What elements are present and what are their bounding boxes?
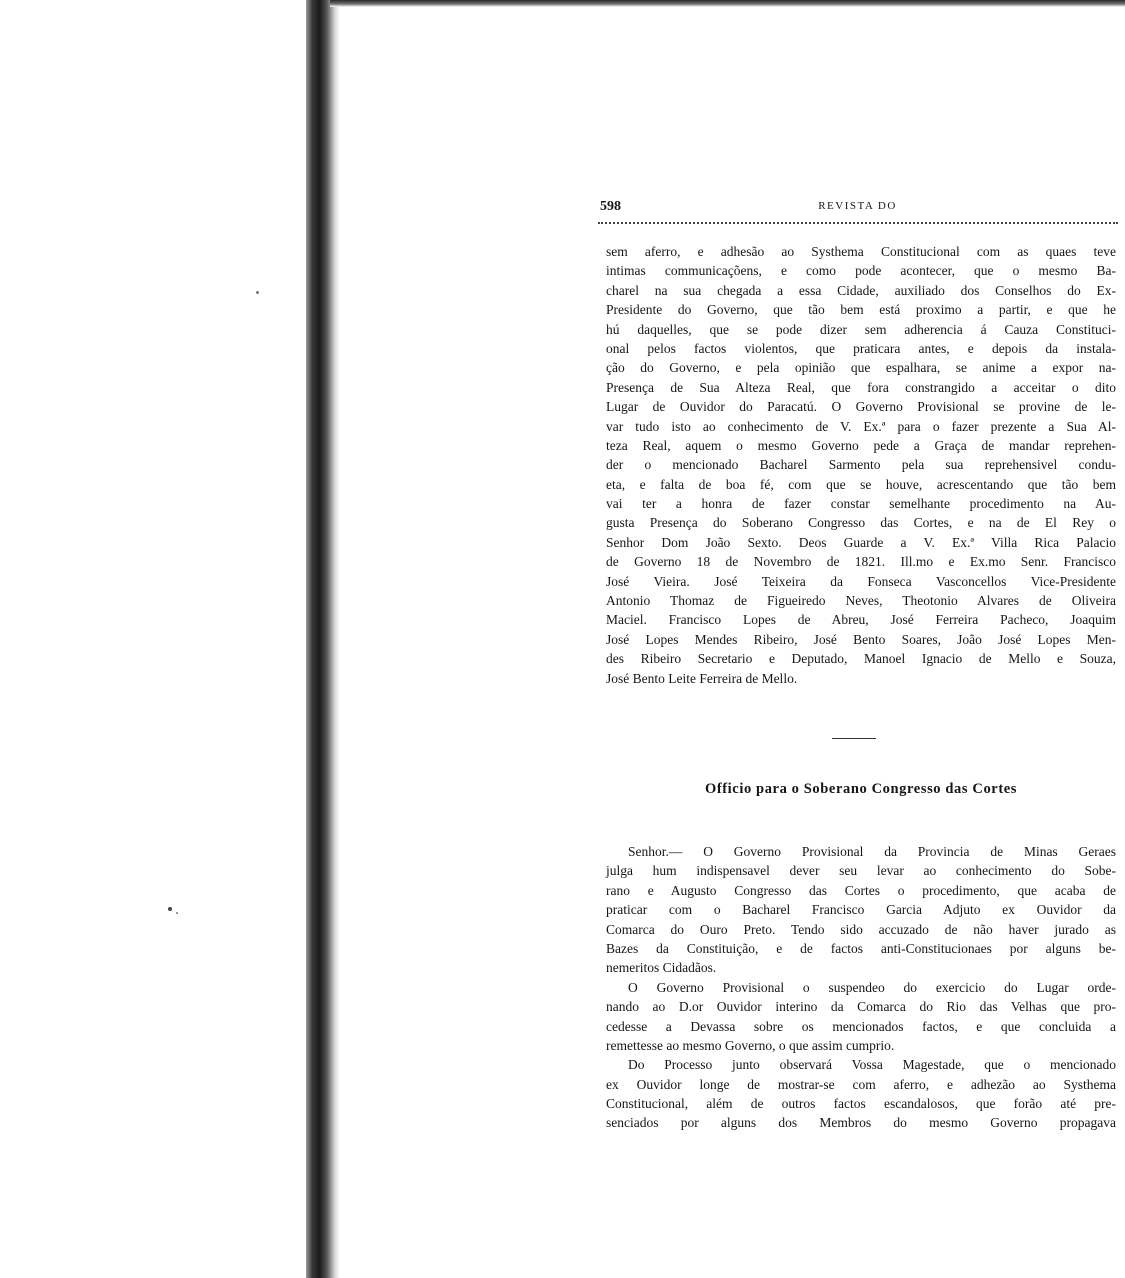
text-line: cedesse a Devassa sobre os mencionados factos, e que concluida a <box>606 1018 1116 1034</box>
page-top-edge-shadow <box>330 0 1125 7</box>
text-line: de Governo 18 de Novembro de 1821. Ill.mo e Ex.mo Senr. Francisco <box>606 554 1116 570</box>
text-line: Senhor Dom João Sexto. Deos Guarde a V. Ex.ª Villa Rica Palacio <box>606 534 1116 550</box>
left-page-margin <box>0 0 312 1278</box>
letter-continuation <box>606 242 1116 688</box>
section-heading: Officio para o Soberano Congresso das Cortes <box>704 781 1018 797</box>
text-line: teza Real, aquem o mesmo Governo pede a Graça de mandar reprehen- <box>606 437 1116 453</box>
text-line: sem aferro, e adhesão ao Systhema Constitucional com as quaes teve <box>606 244 1116 259</box>
text-line: ex Ouvidor longe de mostrar-se com aferro, e adhezão ao Systhema <box>606 1076 1116 1092</box>
text-line: vai ter a honra de fazer constar semelhante procedimento na Au- <box>606 496 1116 512</box>
text-line: hú daquelles, que se pode dizer sem adherencia á Cauza Constituci- <box>606 321 1116 337</box>
text-line: Do Processo junto observará Vossa Magestade, que o mencionado <box>628 1057 1116 1073</box>
text-line: Presidente do Governo, que tão bem está proximo a partir, e que he <box>606 302 1116 318</box>
text-line: O Governo Provisional o suspendeo do exercicio do Lugar orde- <box>628 979 1116 995</box>
text-line: Constitucional, além de outros factos escandalosos, que forão até pre- <box>606 1096 1116 1112</box>
paper-speck <box>256 291 259 294</box>
text-line: remettesse ao mesmo Governo, o que assim cumprio. <box>606 1037 895 1053</box>
text-line: des Ribeiro Secretario e Deputado, Manoel Ignacio de Mello e Souza, <box>606 651 1116 667</box>
text-line: Comarca do Ouro Preto. Tendo sido accuzado de não haver jurado as <box>606 921 1116 937</box>
text-line: José Lopes Mendes Ribeiro, José Bento Soares, João José Lopes Men- <box>606 631 1116 647</box>
officio-body <box>606 842 1116 1133</box>
book-spine-shadow <box>306 0 340 1278</box>
text-line: José Bento Leite Ferreira de Mello. <box>606 670 798 686</box>
text-line: Antonio Thomaz de Figueiredo Neves, Theotonio Alvares de Oliveira <box>606 593 1116 609</box>
paper-speck <box>168 907 172 911</box>
running-title: REVISTA DO <box>818 200 897 212</box>
text-line: eta, e falta de boa fé, com que se houve, acrescentando que tão bem <box>606 476 1116 492</box>
text-line: senciados por alguns dos Membros do mesmo Governo propagava <box>606 1115 1116 1131</box>
text-line: charel na sua chegada a essa Cidade, auxiliado dos Conselhos do Ex- <box>606 282 1116 298</box>
running-head <box>600 199 1115 219</box>
text-line: onal pelos factos violentos, que praticara antes, e depois da instala- <box>606 340 1116 356</box>
text-line: nando ao D.or Ouvidor interino da Comarca do Rio das Velhas que pro- <box>606 999 1116 1015</box>
text-line: julga hum indispensavel dever seu levar ao conhecimento do Sobe- <box>606 863 1116 879</box>
text-line: der o mencionado Bacharel Sarmento pela sua reprehensivel condu- <box>606 457 1116 473</box>
text-line: Lugar de Ouvidor do Paracatú. O Governo Provisional se provine de le- <box>606 399 1116 415</box>
text-line: Presença de Sua Alteza Real, que fora constrangido a acceitar o dito <box>606 379 1116 395</box>
text-line: Senhor.— O Governo Provisional da Provincia de Minas Geraes <box>628 844 1116 859</box>
text-line: gusta Presença do Soberano Congresso das Cortes, e na de El Rey o <box>606 515 1116 531</box>
section-divider <box>832 738 876 739</box>
text-line: ção do Governo, e pela opinião que espalhara, se anime a expor na- <box>606 360 1116 376</box>
text-line: Bazes da Constituição, e de factos anti-Constitucionaes por alguns be- <box>606 940 1116 956</box>
text-line: praticar com o Bacharel Francisco Garcia Adjuto ex Ouvidor da <box>606 902 1116 918</box>
text-line: intimas communicaçõens, e como pode acontecer, que o mesmo Ba- <box>606 263 1116 279</box>
header-rule <box>598 222 1118 224</box>
text-line: Maciel. Francisco Lopes de Abreu, José Ferreira Pacheco, Joaquim <box>606 612 1116 628</box>
text-line: José Vieira. José Teixeira da Fonseca Vasconcellos Vice-Presidente <box>606 573 1116 589</box>
text-line: rano e Augusto Congresso das Cortes o procedimento, que acaba de <box>606 882 1116 898</box>
page-number: 598 <box>600 199 621 214</box>
text-line: nemeritos Cidadãos. <box>606 960 717 976</box>
paper-speck <box>176 912 178 914</box>
text-line: var tudo isto ao conhecimento de V. Ex.ª para o fazer prezente a Sua Al- <box>606 418 1116 434</box>
